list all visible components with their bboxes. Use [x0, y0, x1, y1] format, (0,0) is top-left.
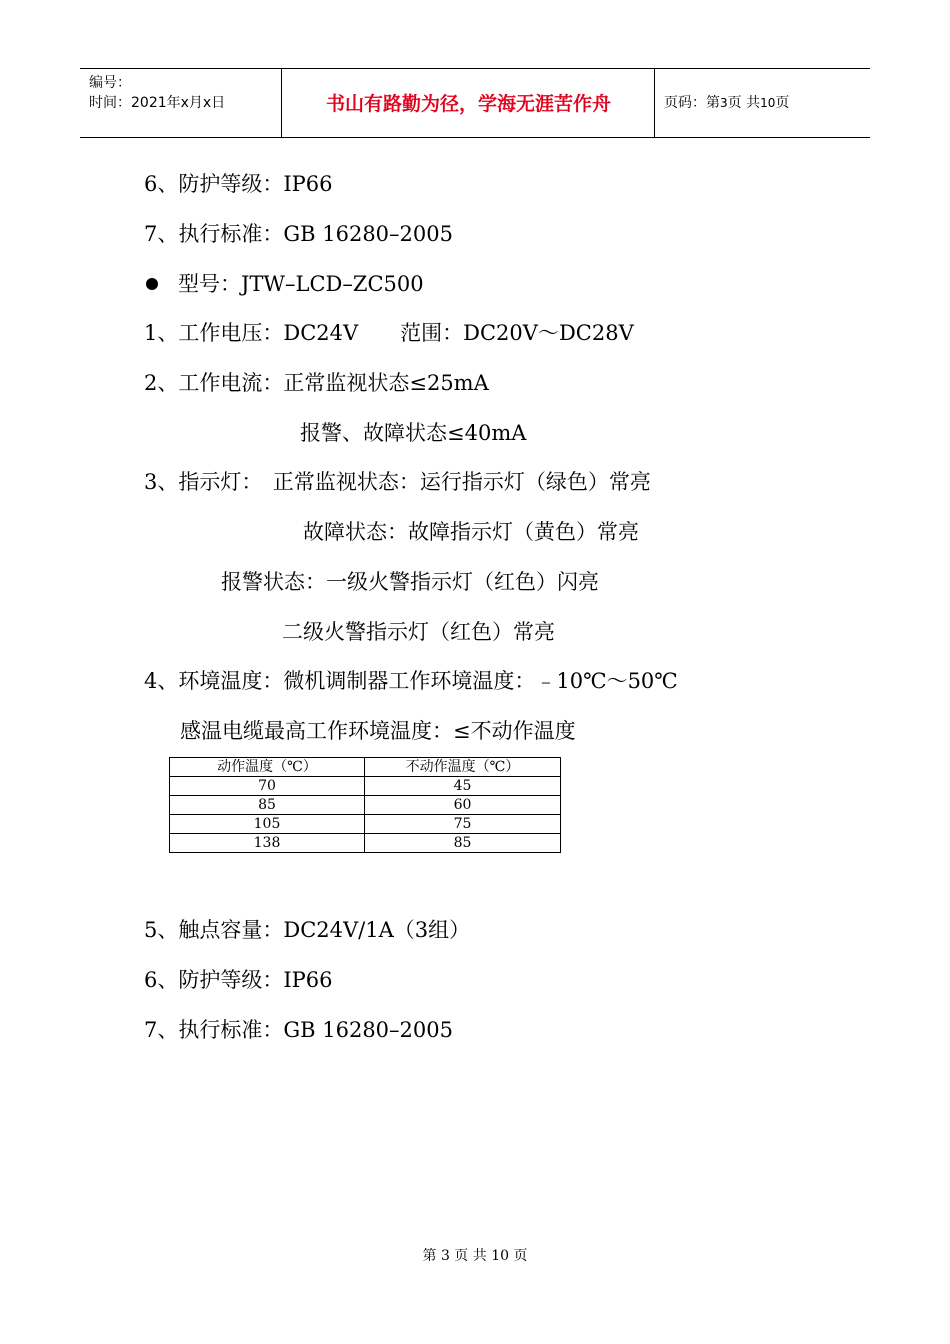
table-row — [170, 777, 561, 796]
doc-number-label: 编号： — [89, 75, 131, 91]
page-mid: 页 共 — [727, 95, 761, 111]
table-row — [170, 815, 561, 834]
spec-line: 2、工作电流：正常监视状态≤25mA — [144, 371, 489, 395]
table-cell: 75 — [365, 815, 561, 834]
table-cell: 85 — [365, 834, 561, 853]
table-row — [170, 834, 561, 853]
doc-time-label: 时间：2021年x月x日 — [89, 95, 226, 111]
page-prefix: 页码：第 — [664, 95, 720, 111]
table-cell: 60 — [365, 796, 561, 815]
spec-line: 7、执行标准：GB 16280–2005 — [144, 1018, 453, 1042]
spec-line: 6、防护等级：IP66 — [144, 172, 333, 196]
table-cell: 70 — [170, 777, 365, 796]
spec-line: 二级火警指示灯（红色）常亮 — [282, 620, 555, 644]
table-cell: 45 — [365, 777, 561, 796]
spec-line: 3、指示灯： 正常监视状态：运行指示灯（绿色）常亮 — [144, 470, 651, 494]
temperature-table — [169, 757, 561, 853]
spec-line: 6、防护等级：IP66 — [144, 968, 333, 992]
header-page-info — [664, 93, 789, 113]
table-cell: 138 — [170, 834, 365, 853]
model-text: 型号：JTW–LCD–ZC500 — [178, 272, 424, 296]
header-meta — [89, 73, 225, 113]
table-header-cell: 不动作温度（℃） — [365, 758, 561, 777]
table-row — [170, 796, 561, 815]
table-cell: 105 — [170, 815, 365, 834]
model-line — [146, 270, 424, 298]
spec-line: 感温电缆最高工作环境温度：≤不动作温度 — [180, 719, 576, 743]
page-footer: 第 3 页 共 10 页 — [422, 1248, 528, 1264]
bullet-icon — [146, 278, 158, 290]
header-motto: 书山有路勤为径，学海无涯苦作舟 — [325, 93, 611, 115]
page-header — [80, 68, 870, 138]
spec-line: 报警状态：一级火警指示灯（红色）闪亮 — [221, 570, 599, 594]
spec-line: 故障状态：故障指示灯（黄色）常亮 — [303, 520, 639, 544]
table-cell: 85 — [170, 796, 365, 815]
spec-line: 5、触点容量：DC24V/1A（3组） — [144, 918, 471, 942]
page-suffix: 页 — [775, 95, 790, 111]
page-number: 3 — [720, 96, 728, 110]
table-header-cell: 动作温度（℃） — [170, 758, 365, 777]
spec-line: 7、执行标准：GB 16280–2005 — [144, 222, 453, 246]
spec-line: 报警、故障状态≤40mA — [300, 421, 527, 445]
spec-line: 4、环境温度：微机调制器工作环境温度：﹣10℃～50℃ — [144, 669, 678, 693]
spec-line: 1、工作电压：DC24V 范围：DC20V～DC28V — [144, 321, 634, 345]
page-total: 10 — [760, 96, 776, 110]
table-header-row — [170, 758, 561, 777]
